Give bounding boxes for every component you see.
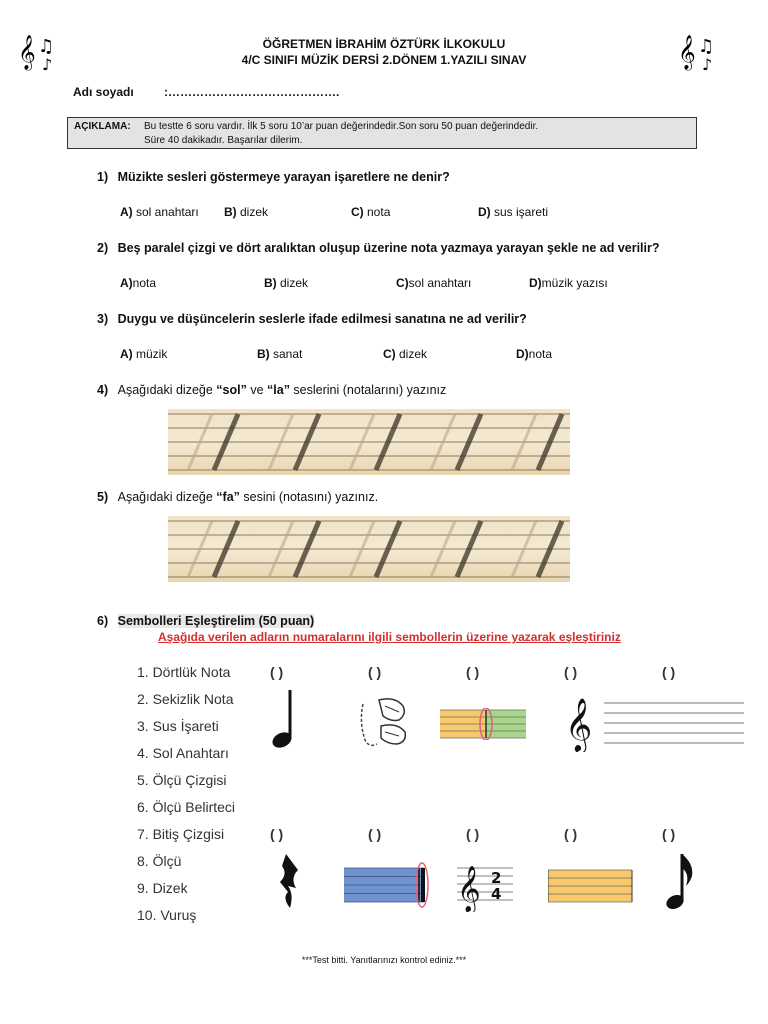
svg-text:𝄞: 𝄞 [565,697,593,751]
option-text: sus işareti [490,205,549,219]
option-text: sol anahtarı [132,205,199,219]
list-item: 6. Ölçü Belirteci [137,799,236,815]
answer-paren[interactable]: ( ) [368,664,382,680]
answer-paren[interactable]: ( ) [466,826,480,842]
list-item: 7. Bitiş Çizgisi [137,826,225,842]
svg-text:𝄞: 𝄞 [457,866,481,912]
list-item: 3. Sus İşareti [137,718,219,734]
svg-text:𝄞: 𝄞 [678,35,696,70]
option-d[interactable] [516,347,552,361]
option-text: dizek [395,347,428,361]
option-key: A) [120,347,133,361]
answer-paren[interactable]: ( ) [662,664,676,680]
option-b[interactable] [264,276,308,290]
option-d[interactable] [529,276,608,290]
list-item: 8. Ölçü [137,853,182,869]
list-item: 1. Dörtlük Nota [137,664,231,680]
quarter-rest-icon [276,852,306,912]
time-sig-top: 2 [491,869,502,887]
svg-text:♫: ♫ [38,36,55,57]
treble-clef-icon [565,690,595,752]
answer-paren[interactable]: ( ) [270,826,284,842]
svg-text:♫: ♫ [698,36,715,57]
list-item: 2. Sekizlik Nota [137,691,234,707]
option-key: D) [478,205,491,219]
option-key: B) [257,347,270,361]
option-key: C) [396,276,409,290]
option-c[interactable] [383,347,427,361]
option-text: müzik yazısı [541,276,608,290]
option-key: B) [224,205,237,219]
question-text-pre: Aşağıdaki dizeğe [117,383,217,397]
question-number: 4) [97,383,109,397]
option-a[interactable] [120,276,156,290]
list-item: 4. Sol Anahtarı [137,745,229,761]
answer-paren[interactable]: ( ) [564,826,578,842]
name-blank[interactable]: :……………………………………. [164,85,340,99]
option-key: D) [516,347,529,361]
answer-paren[interactable]: ( ) [662,826,676,842]
option-key: D) [529,276,542,290]
footer-note: ***Test bitti. Yanıtlarınızı kontrol ediniz.*** [301,955,467,965]
measure-highlight-icon [440,708,526,740]
explanation-label: AÇIKLAMA: [74,121,131,132]
staff-answer-area-q5[interactable] [168,516,570,582]
note-fa: “fa” [216,490,240,504]
option-key: B) [264,276,277,290]
question-2 [97,241,660,255]
option-b[interactable] [224,205,268,219]
option-text: müzik [132,347,168,361]
question-text: Müzikte sesleri göstermeye yarayan işaretlere ne denir? [117,170,450,184]
measure-box-icon [548,868,634,904]
question-3 [97,312,527,326]
answer-paren[interactable]: ( ) [270,664,284,680]
question-number: 2) [97,241,109,255]
option-a[interactable] [120,205,199,219]
option-c[interactable] [396,276,471,290]
option-text: dizek [236,205,269,219]
answer-paren[interactable]: ( ) [466,664,480,680]
option-key: A) [120,205,133,219]
final-barline-icon [342,862,434,908]
answer-paren[interactable]: ( ) [564,664,578,680]
explanation-box [67,117,697,149]
question-text-and: ve [246,383,268,397]
list-item: 5. Ölçü Çizgisi [137,772,227,788]
question-6 [97,614,314,628]
option-text: nota [132,276,157,290]
option-key: C) [383,347,396,361]
option-text: sanat [269,347,303,361]
question-title: Sembolleri Eşleştirelim (50 puan) [117,614,315,628]
note-la: “la” [267,383,290,397]
question-number: 5) [97,490,109,504]
note-sol: “sol” [216,383,247,397]
question-text-post: sesini (notasını) yazınız. [239,490,379,504]
staff-lines-icon [604,700,746,746]
option-text: nota [528,347,553,361]
question-text-pre: Aşağıdaki dizeğe [117,490,217,504]
option-c[interactable] [351,205,390,219]
option-text: nota [363,205,391,219]
option-d[interactable] [478,205,548,219]
svg-text:♪: ♪ [702,55,713,74]
explanation-line1: Bu testte 6 soru vardır. İlk 5 soru 10’ar puan değerindedir.Son soru 50 puan değerindedir. [144,121,539,132]
time-signature-icon [457,856,513,912]
question-5 [97,490,378,504]
staff-answer-area-q4[interactable] [168,409,570,475]
eighth-note-icon [664,852,700,912]
question-number: 1) [97,170,109,184]
question-text-post: seslerini (notalarını) yazınız [289,383,447,397]
question-1 [97,170,450,184]
option-key: C) [351,205,364,219]
question-number: 6) [97,614,109,628]
option-a[interactable] [120,347,167,361]
quarter-note-icon [270,688,300,750]
question-text: Duygu ve düşüncelerin seslerle ifade edilmesi sanatına ne ad verilir? [117,312,527,326]
question-number: 3) [97,312,109,326]
school-title: ÖĞRETMEN İBRAHİM ÖZTÜRK İLKOKULU [262,37,506,51]
explanation-line2: Süre 40 dakikadır. Başarılar dilerim. [144,135,303,146]
option-text: sol anahtarı [408,276,472,290]
question-4 [97,383,446,397]
option-text: dizek [276,276,309,290]
exam-title: 4/C SINIFI MÜZİK DERSİ 2.DÖNEM 1.YAZILI SINAV [241,53,527,67]
question-text: Beş paralel çizgi ve dört aralıktan oluşup üzerine nota yazmaya yarayan şekle ne ad verilir? [117,241,660,255]
name-label: Adı soyadı [73,85,134,99]
answer-paren[interactable]: ( ) [368,826,382,842]
time-sig-bottom: 4 [491,885,502,903]
svg-text:𝄞: 𝄞 [18,35,36,70]
option-key: A) [120,276,133,290]
list-item: 9. Dizek [137,880,188,896]
matching-instruction: Aşağıda verilen adların numaralarını ilgili sembollerin üzerine yazarak eşleştiriniz [158,630,621,644]
svg-text:♪: ♪ [42,55,53,74]
option-b[interactable] [257,347,302,361]
hands-clapping-icon [355,692,411,752]
matching-list [137,664,235,934]
list-item: 10. Vuruş [137,907,197,923]
